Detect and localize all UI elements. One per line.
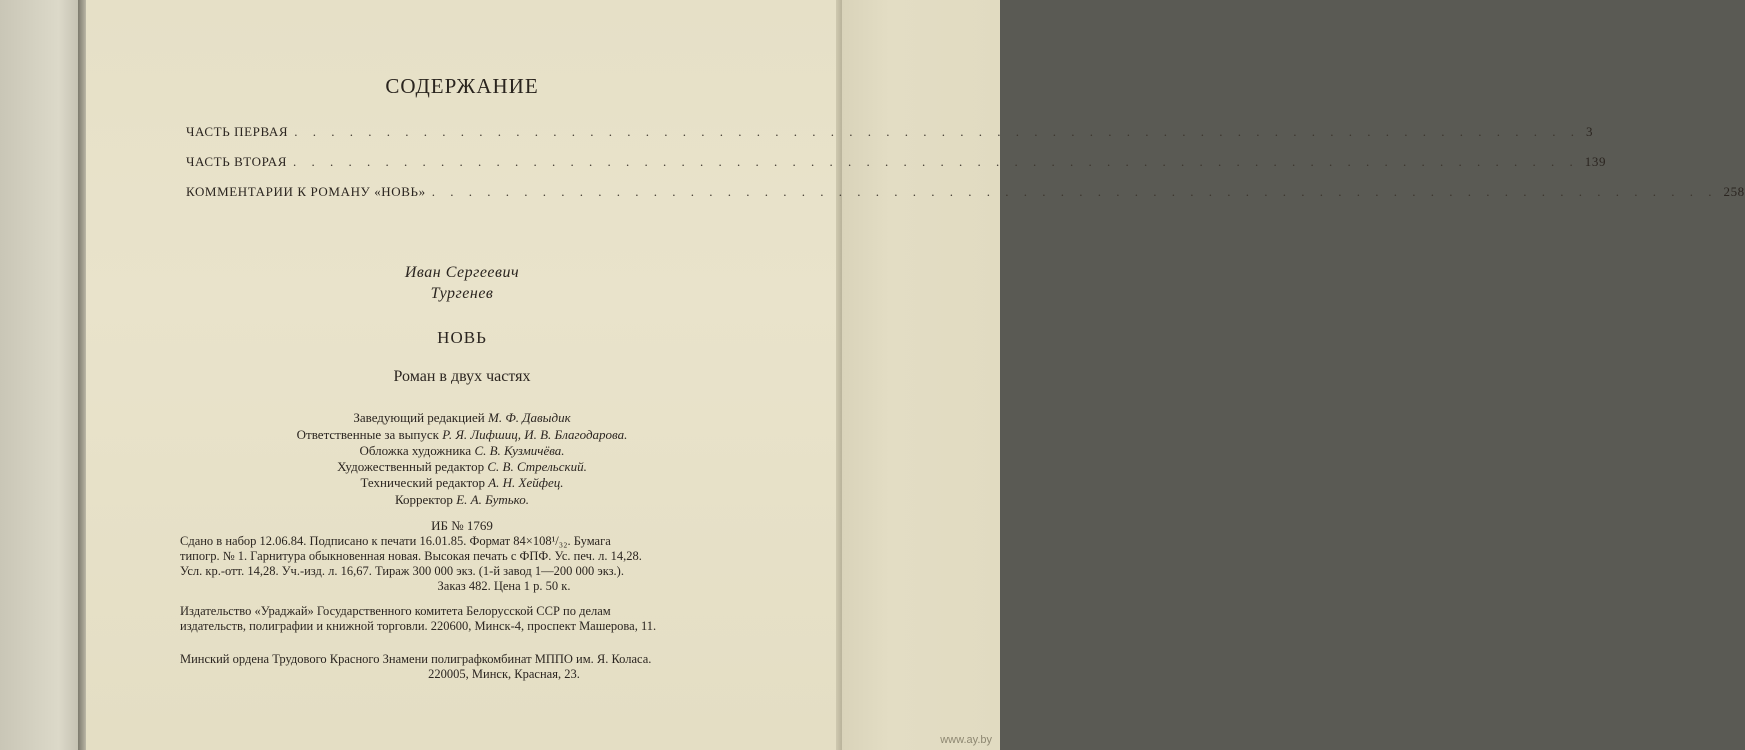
toc-leader-dots: . . . . . . . . . . . . . . . . . . . . . . . . . . . . . . . . . . . . . . . . . . . . . . . . . . . . . . . . . . . . . . . . . . . . . . xyxy=(293,154,1579,169)
toc-item-page: 258 xyxy=(1723,184,1745,199)
credit-name: А. Н. Хейфец. xyxy=(488,475,564,490)
printer-line: Минский ордена Трудового Красного Знамени полиграфкомбинат МППО им. Я. Коласа. xyxy=(180,652,652,666)
toc-item-part-one xyxy=(186,124,1594,140)
credit-line xyxy=(86,492,838,508)
printer-info xyxy=(180,652,828,682)
book-subtitle: Роман в двух частях xyxy=(393,368,531,385)
author-first-names: Иван Сергеевич xyxy=(404,264,520,281)
author-surname: Тургенев xyxy=(430,285,494,302)
credit-line xyxy=(86,443,838,459)
credit-line xyxy=(86,410,838,426)
credit-role: Ответственные за выпуск xyxy=(296,427,439,442)
print-details-line: Усл. кр.-отт. 14,28. Уч.-изд. л. 16,67. Тираж 300 000 экз. (1-й завод 1—200 000 экз.). xyxy=(180,564,624,578)
toc-item-commentary xyxy=(186,184,1745,200)
publisher-info xyxy=(180,604,828,634)
credit-role: Заведующий редакцией xyxy=(353,410,485,425)
credit-name: М. Ф. Давыдик xyxy=(487,410,571,425)
order-line: Заказ 482. Цена 1 р. 50 к. xyxy=(437,579,571,593)
credit-name: Р. Я. Лифшиц, И. В. Благодарова. xyxy=(442,427,628,442)
left-page-edge xyxy=(0,0,84,750)
contents-heading: СОДЕРЖАНИЕ xyxy=(385,74,539,98)
credit-name: С. В. Стрельский. xyxy=(487,459,587,474)
book-title: НОВЬ xyxy=(437,328,487,347)
credit-line xyxy=(86,427,838,443)
publisher-line: издательств, полиграфии и книжной торговли. 220600, Минск-4, проспект Машерова, 11. xyxy=(180,619,657,633)
toc-item-part-two xyxy=(186,154,1607,170)
credit-role: Художественный редактор xyxy=(337,459,485,474)
credit-role: Технический редактор xyxy=(360,475,485,490)
toc-item-label: КОММЕНТАРИИ К РОМАНУ «НОВЬ» xyxy=(186,184,426,199)
credit-role: Корректор xyxy=(394,492,453,507)
toc-leader-dots: . . . . . . . . . . . . . . . . . . . . . . . . . . . . . . . . . . . . . . . . . . . . . . . . . . . . . . . . . . . . . . . . . . . . . . xyxy=(294,124,1580,139)
toc-item-label: ЧАСТЬ ВТОРАЯ xyxy=(186,154,287,169)
credit-name: Е. А. Бутько. xyxy=(456,492,529,507)
print-details-line: Сдано в набор 12.06.84. Подписано к печати 16.01.85. Формат 84×108¹/₃₂. Бумага xyxy=(180,534,611,548)
toc-leader-dots: . . . . . . . . . . . . . . . . . . . . . . . . . . . . . . . . . . . . . . . . . . . . . . . . . . . . . . . . . . . . . . . . . . . . . . xyxy=(431,184,1718,199)
toc-item-page: 139 xyxy=(1584,154,1607,169)
print-details-line: типогр. № 1. Гарнитура обыкновенная новая. Высокая печать с ФПФ. Ус. печ. л. 14,28. xyxy=(180,549,642,563)
printer-line: 220005, Минск, Красная, 23. xyxy=(428,667,580,681)
publisher-line: Издательство «Ураджай» Государственного комитета Белорусской ССР по делам xyxy=(180,604,611,618)
credit-name: С. В. Кузмичёва. xyxy=(474,443,565,458)
watermark: www.ay.by xyxy=(940,734,992,746)
print-details xyxy=(180,534,828,594)
underlying-page xyxy=(842,0,1000,750)
credit-line xyxy=(86,475,838,491)
toc-item-label: ЧАСТЬ ПЕРВАЯ xyxy=(186,124,289,139)
credit-line xyxy=(86,459,838,475)
ib-number: ИБ № 1769 xyxy=(431,518,493,533)
toc-item-page: 3 xyxy=(1585,124,1594,139)
credit-role: Обложка художника xyxy=(359,443,472,458)
